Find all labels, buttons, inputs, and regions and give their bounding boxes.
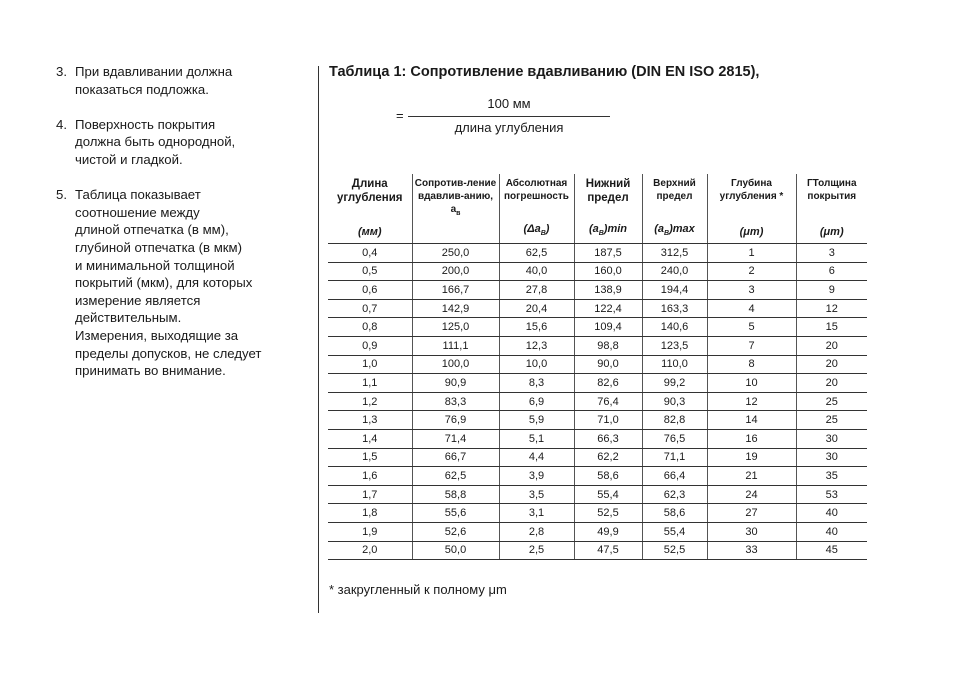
table-cell: 62,2 xyxy=(574,448,642,467)
table-cell: 27,8 xyxy=(499,281,574,300)
table-cell: 6 xyxy=(796,262,867,281)
unit-abs-error-sub: B xyxy=(540,230,546,238)
table-cell: 5,9 xyxy=(499,411,574,430)
table-row xyxy=(328,281,867,300)
table-cell: 16 xyxy=(707,429,796,448)
table-cell: 4 xyxy=(707,299,796,318)
header-length: Длина углубления xyxy=(336,178,403,204)
table-cell: 7 xyxy=(707,336,796,355)
table-cell: 58,8 xyxy=(412,485,499,504)
table-cell: 27 xyxy=(707,504,796,523)
header-abs-error: Абсолютная погрешность xyxy=(499,174,574,221)
table-cell: 52,5 xyxy=(642,541,707,560)
unit-abs-error-post: ) xyxy=(545,223,550,236)
table-cell: 194,4 xyxy=(642,281,707,300)
table-cell: 55,4 xyxy=(574,485,642,504)
table-cell: 12 xyxy=(707,392,796,411)
table-cell: 62,5 xyxy=(499,244,574,263)
table-cell: 1,9 xyxy=(328,522,412,541)
table-cell: 76,9 xyxy=(412,411,499,430)
table-cell: 3,9 xyxy=(499,467,574,486)
table-cell: 5,1 xyxy=(499,429,574,448)
table-cell: 20 xyxy=(796,336,867,355)
table-row xyxy=(328,299,867,318)
table-row xyxy=(328,336,867,355)
list-text: Таблица показывает соотношение между длиной отпечатка (в мм), глубиной отпечатка (в мкм) и минимальной толщиной покрытий (мкм), для которых измерение является действительным. Измерения, выходящие за пределы допусков, не следует принимать во внимание. xyxy=(75,187,262,379)
table-cell: 20,4 xyxy=(499,299,574,318)
table-cell: 30 xyxy=(796,429,867,448)
header-resistance xyxy=(412,174,499,221)
table-cell: 1,0 xyxy=(328,355,412,374)
unit-lower-pre: (a xyxy=(588,223,599,236)
table-cell: 24 xyxy=(707,485,796,504)
table-cell: 83,3 xyxy=(412,392,499,411)
table-cell: 25 xyxy=(796,392,867,411)
header-resistance-sub: в xyxy=(456,210,461,217)
table-cell: 55,4 xyxy=(642,522,707,541)
table-cell: 125,0 xyxy=(412,318,499,337)
header-upper-limit: Верхний предел xyxy=(642,174,707,221)
table-row xyxy=(328,262,867,281)
table-cell: 66,4 xyxy=(642,467,707,486)
table-cell: 90,9 xyxy=(412,374,499,393)
table-cell: 55,6 xyxy=(412,504,499,523)
table-cell: 8,3 xyxy=(499,374,574,393)
table-cell: 47,5 xyxy=(574,541,642,560)
table-cell: 71,1 xyxy=(642,448,707,467)
table-cell: 58,6 xyxy=(642,504,707,523)
table-row xyxy=(328,374,867,393)
table-cell: 2 xyxy=(707,262,796,281)
table-cell: 30 xyxy=(796,448,867,467)
table-cell: 10,0 xyxy=(499,355,574,374)
table-cell: 312,5 xyxy=(642,244,707,263)
unit-lower-sub: B xyxy=(598,230,604,238)
formula-numerator: 100 мм xyxy=(487,96,531,111)
table-cell: 49,9 xyxy=(574,522,642,541)
fraction-bar xyxy=(408,116,610,117)
table-cell: 9 xyxy=(796,281,867,300)
list-text: Поверхность покрытия должна быть однородной, чистой и гладкой. xyxy=(75,116,236,167)
table-cell: 82,8 xyxy=(642,411,707,430)
table-cell: 58,6 xyxy=(574,467,642,486)
table-cell: 3,5 xyxy=(499,485,574,504)
formula-denominator: длина углубления xyxy=(454,120,564,135)
indentation-table xyxy=(328,174,867,560)
table-body xyxy=(328,244,867,560)
header-lower-limit: Нижний предел xyxy=(574,174,642,221)
table-cell: 52,5 xyxy=(574,504,642,523)
table-row xyxy=(328,392,867,411)
table-cell: 76,4 xyxy=(574,392,642,411)
table-cell: 0,9 xyxy=(328,336,412,355)
table-cell: 12 xyxy=(796,299,867,318)
unit-abs-error xyxy=(499,221,574,244)
table-cell: 5 xyxy=(707,318,796,337)
table-cell: 160,0 xyxy=(574,262,642,281)
table-cell: 1,8 xyxy=(328,504,412,523)
table-cell: 0,5 xyxy=(328,262,412,281)
table-cell: 1 xyxy=(707,244,796,263)
header-resistance-text: Сопротив-ление вдавлив-анию, а xyxy=(414,178,497,215)
table-cell: 2,5 xyxy=(499,541,574,560)
table-cell: 14 xyxy=(707,411,796,430)
list-number: 5. xyxy=(56,187,67,203)
table-cell: 0,4 xyxy=(328,244,412,263)
list-item xyxy=(56,116,306,169)
unit-upper-post: )max xyxy=(669,223,695,236)
list-number: 4. xyxy=(56,116,67,132)
table-cell: 76,5 xyxy=(642,429,707,448)
unit-lower-post: )min xyxy=(603,223,628,236)
unit-upper-pre: (a xyxy=(654,223,665,236)
table-cell: 40 xyxy=(796,504,867,523)
table-cell: 3,1 xyxy=(499,504,574,523)
table-cell: 4,4 xyxy=(499,448,574,467)
unit-upper-sub: B xyxy=(664,230,670,238)
table-row xyxy=(328,541,867,560)
table-cell: 0,8 xyxy=(328,318,412,337)
table-cell: 2,0 xyxy=(328,541,412,560)
header-row xyxy=(328,174,867,221)
table-cell: 62,3 xyxy=(642,485,707,504)
table-cell: 0,7 xyxy=(328,299,412,318)
table-cell: 52,6 xyxy=(412,522,499,541)
table-cell: 10 xyxy=(707,374,796,393)
formula-equals: = xyxy=(396,108,404,123)
table-cell: 12,3 xyxy=(499,336,574,355)
table-row xyxy=(328,318,867,337)
table-title: Таблица 1: Сопротивление вдавливанию (DIN EN ISO 2815), xyxy=(329,64,760,80)
table-cell: 140,6 xyxy=(642,318,707,337)
table-row xyxy=(328,355,867,374)
table-cell: 15,6 xyxy=(499,318,574,337)
table-cell: 1,6 xyxy=(328,467,412,486)
table-cell: 40 xyxy=(796,522,867,541)
table-cell: 33 xyxy=(707,541,796,560)
table-cell: 71,4 xyxy=(412,429,499,448)
table-cell: 1,5 xyxy=(328,448,412,467)
table-cell: 66,3 xyxy=(574,429,642,448)
table-cell: 40,0 xyxy=(499,262,574,281)
header-depth: Глубина углубления * xyxy=(707,174,796,221)
table-cell: 1,2 xyxy=(328,392,412,411)
table-cell: 1,3 xyxy=(328,411,412,430)
column-divider xyxy=(318,66,319,613)
instruction-list xyxy=(56,63,306,397)
table-cell: 6,9 xyxy=(499,392,574,411)
table-cell: 1,1 xyxy=(328,374,412,393)
table-row xyxy=(328,411,867,430)
units-row xyxy=(328,221,867,244)
table-cell: 25 xyxy=(796,411,867,430)
table-cell: 200,0 xyxy=(412,262,499,281)
table-cell: 66,7 xyxy=(412,448,499,467)
table-cell: 35 xyxy=(796,467,867,486)
table-cell: 20 xyxy=(796,374,867,393)
table-cell: 98,8 xyxy=(574,336,642,355)
table-cell: 19 xyxy=(707,448,796,467)
table-cell: 240,0 xyxy=(642,262,707,281)
table-cell: 142,9 xyxy=(412,299,499,318)
table-cell: 250,0 xyxy=(412,244,499,263)
table-cell: 90,3 xyxy=(642,392,707,411)
table-cell: 110,0 xyxy=(642,355,707,374)
unit-thickness: (μm) xyxy=(796,221,867,244)
table-cell: 21 xyxy=(707,467,796,486)
table-cell: 53 xyxy=(796,485,867,504)
unit-upper-limit xyxy=(642,221,707,244)
unit-lower-limit xyxy=(574,221,642,244)
table-cell: 166,7 xyxy=(412,281,499,300)
table-cell: 2,8 xyxy=(499,522,574,541)
footnote: * закругленный к полному μm xyxy=(329,582,507,597)
table-cell: 62,5 xyxy=(412,467,499,486)
table-row xyxy=(328,448,867,467)
table-cell: 90,0 xyxy=(574,355,642,374)
table-row xyxy=(328,244,867,263)
table-cell: 71,0 xyxy=(574,411,642,430)
table-cell: 100,0 xyxy=(412,355,499,374)
table-cell: 99,2 xyxy=(642,374,707,393)
table-cell: 1,7 xyxy=(328,485,412,504)
table-cell: 163,3 xyxy=(642,299,707,318)
table-cell: 50,0 xyxy=(412,541,499,560)
table-cell: 0,6 xyxy=(328,281,412,300)
table-cell: 3 xyxy=(707,281,796,300)
table-cell: 20 xyxy=(796,355,867,374)
table-row xyxy=(328,504,867,523)
unit-abs-error-pre: (Δa xyxy=(523,223,541,236)
table-cell: 3 xyxy=(796,244,867,263)
table-cell: 123,5 xyxy=(642,336,707,355)
unit-resistance xyxy=(412,221,499,244)
table-row xyxy=(328,485,867,504)
table-cell: 30 xyxy=(707,522,796,541)
table-cell: 1,4 xyxy=(328,429,412,448)
list-number: 3. xyxy=(56,64,67,79)
table-row xyxy=(328,467,867,486)
table-row xyxy=(328,429,867,448)
table-cell: 15 xyxy=(796,318,867,337)
table-cell: 82,6 xyxy=(574,374,642,393)
list-item xyxy=(56,63,306,98)
list-text: При вдавливании должна показаться подложка. xyxy=(75,64,233,97)
table-row xyxy=(328,522,867,541)
table-cell: 111,1 xyxy=(412,336,499,355)
unit-length: (мм) xyxy=(328,221,412,244)
table-cell: 138,9 xyxy=(574,281,642,300)
header-thickness: ГТолщина покрытия xyxy=(796,174,867,221)
table-cell: 187,5 xyxy=(574,244,642,263)
table-cell: 45 xyxy=(796,541,867,560)
unit-depth: (μm) xyxy=(707,221,796,244)
table-cell: 8 xyxy=(707,355,796,374)
list-item xyxy=(56,186,306,380)
table-cell: 122,4 xyxy=(574,299,642,318)
table-cell: 109,4 xyxy=(574,318,642,337)
